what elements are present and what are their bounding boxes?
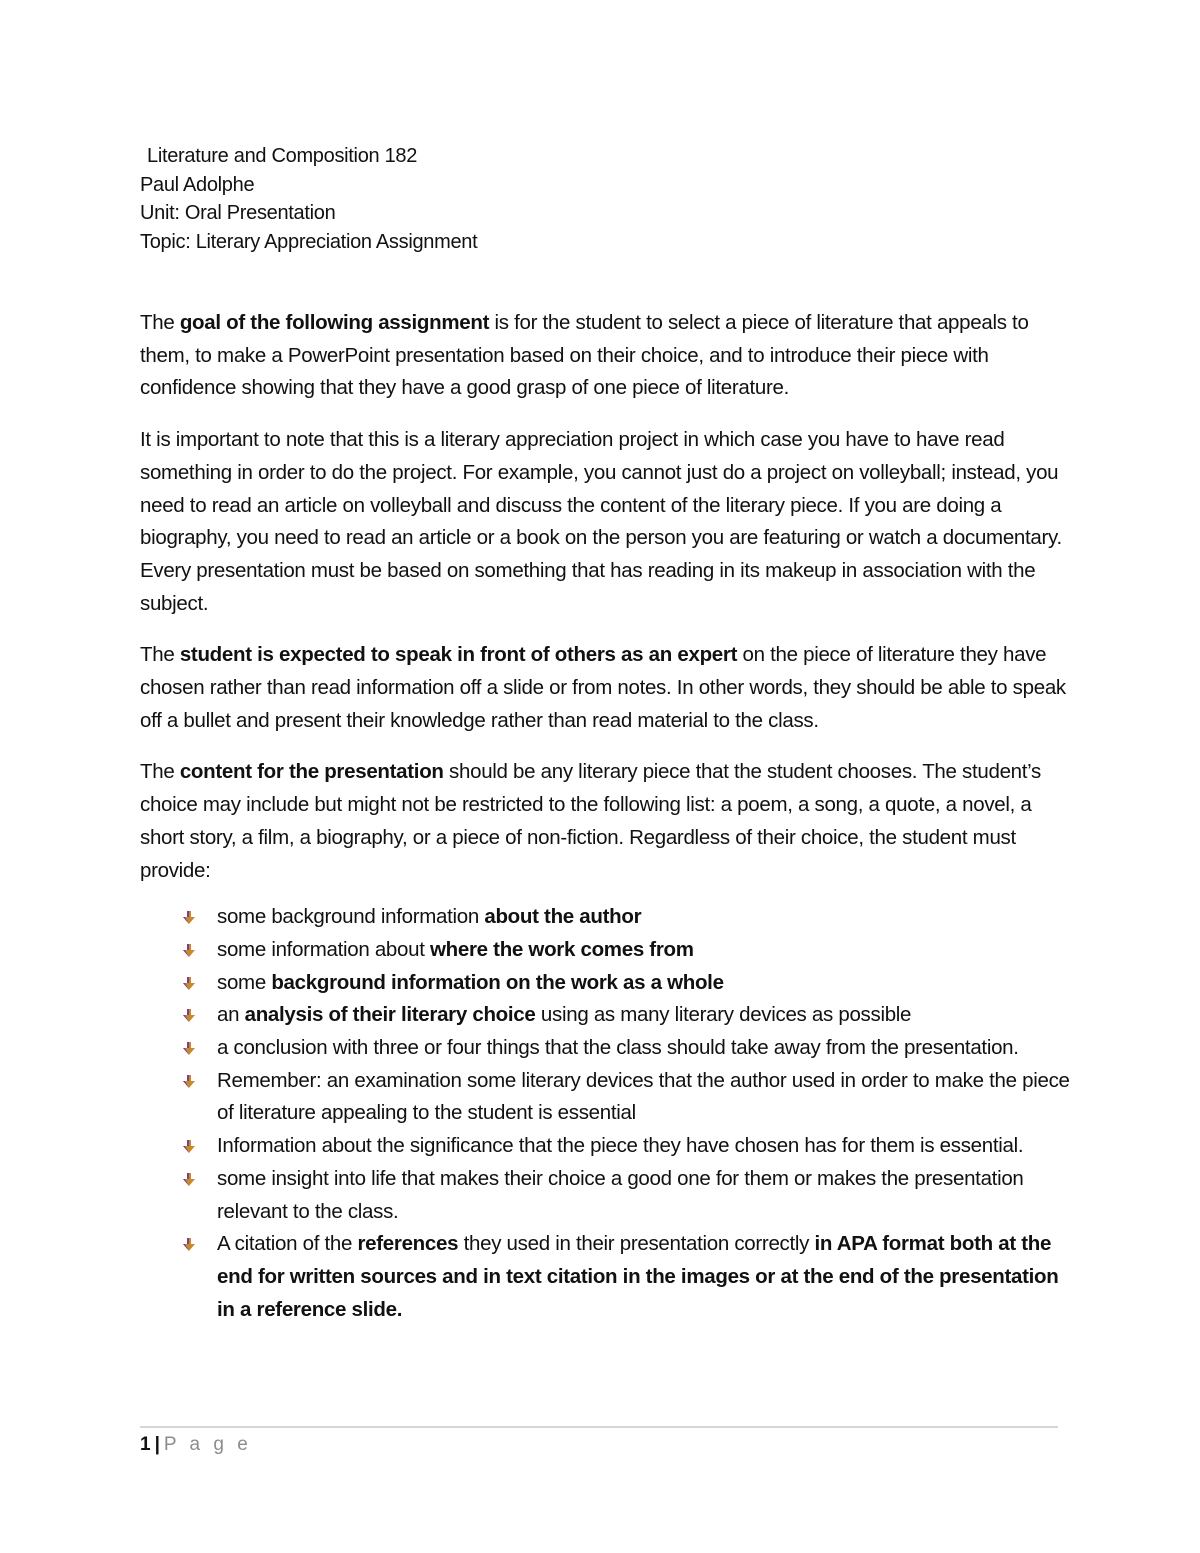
paragraph-importance xyxy=(140,424,1070,620)
text-run: they used in their presentation correctly xyxy=(458,1232,815,1256)
text-run: The xyxy=(140,311,180,334)
bold-run: references xyxy=(357,1232,459,1256)
list-item xyxy=(140,1163,1070,1228)
document-header xyxy=(140,142,477,256)
text-run: using as many literary devices as possible xyxy=(535,1003,912,1027)
text-run: a conclusion with three or four things that the class should take away from the presentation. xyxy=(217,1036,1019,1060)
list-item xyxy=(140,934,1070,967)
page-label: P a g e xyxy=(163,1434,252,1455)
footer-divider xyxy=(140,1426,1058,1428)
list-item xyxy=(140,999,1070,1032)
bold-run: in APA format both at the end for written sources and in text citation in the images or at the end of the presentation in a reference slide. xyxy=(217,1232,1059,1321)
list-item xyxy=(140,1228,1070,1326)
text-run: some background information xyxy=(217,905,485,929)
text-run: A citation of the xyxy=(217,1232,358,1256)
text-run: on the piece of literature they have chosen rather than read information off a slide or from notes. In other words, they should be able to speak off a bullet and present their knowledge rather than read material to the class. xyxy=(140,643,1066,732)
unit-line: Unit: Oral Presentation xyxy=(140,202,336,224)
text-run: The xyxy=(140,760,180,784)
arrow-down-bullet-icon xyxy=(182,1042,196,1056)
bold-run: where the work comes from xyxy=(430,937,694,961)
text-run: Information about the significance that the piece they have chosen has for them is essential. xyxy=(217,1134,1024,1158)
bold-run: content for the presentation xyxy=(179,760,444,784)
topic-line: Topic: Literary Appreciation Assignment xyxy=(140,230,478,253)
list-item xyxy=(140,901,1070,934)
arrow-down-bullet-icon xyxy=(182,1009,196,1023)
text-run: an xyxy=(217,1003,245,1027)
arrow-down-bullet-icon xyxy=(182,1140,196,1154)
bold-run: analysis of their literary choice xyxy=(244,1003,536,1027)
footer-separator: | xyxy=(154,1434,160,1455)
text-run: The xyxy=(140,643,180,667)
document-body xyxy=(140,307,1070,1326)
list-item xyxy=(140,1130,1070,1163)
page-footer xyxy=(140,1432,252,1458)
requirements-list xyxy=(140,901,1070,1326)
arrow-down-bullet-icon xyxy=(182,944,196,958)
bold-run: about the author xyxy=(484,905,642,929)
text-run: some xyxy=(217,970,272,994)
paragraph-expectation xyxy=(140,639,1070,737)
arrow-down-bullet-icon xyxy=(182,1173,196,1187)
list-item xyxy=(140,967,1070,1000)
arrow-down-bullet-icon xyxy=(182,1238,196,1252)
bold-run: student is expected to speak in front of others as an expert xyxy=(179,643,738,667)
text-run: should be any literary piece that the student chooses. The student’s choice may include but might not be restricted to the following list: a poem, a song, a quote, a novel, a short story, a film, a biography, or a piece of non-fiction. Regardless of their choice, the student must provide: xyxy=(140,760,1041,882)
page-number: 1 xyxy=(140,1434,151,1455)
list-item xyxy=(140,1065,1070,1130)
arrow-down-bullet-icon xyxy=(182,1075,196,1089)
instructor-name: Paul Adolphe xyxy=(140,173,255,196)
text-run: some information about xyxy=(217,937,431,961)
list-item xyxy=(140,1032,1070,1065)
course-title: Literature and Composition 182 xyxy=(147,145,418,167)
paragraph-content xyxy=(140,756,1070,887)
text-run: is for the student to select a piece of literature that appeals to them, to make a PowerPoint presentation based on their choice, and to introduce their piece with confidence showing that they have a good grasp of one piece of literature. xyxy=(140,311,1029,400)
bold-run: goal of the following assignment xyxy=(179,311,490,334)
text-run: Remember: an examination some literary devices that the author used in order to make the piece of literature appealing to the student is essential xyxy=(217,1068,1070,1125)
bold-run: background information on the work as a whole xyxy=(271,970,724,994)
arrow-down-bullet-icon xyxy=(182,911,196,925)
arrow-down-bullet-icon xyxy=(182,977,196,991)
text-run: some insight into life that makes their choice a good one for them or makes the presentation relevant to the class. xyxy=(217,1166,1024,1223)
text-run: It is important to note that this is a literary appreciation project in which case you have to have read something in order to do the project. For example, you cannot just do a project on volleyball; instead, you need to read an article on volleyball and discuss the content of the literary piece. If you are doing a biography, you need to read an article or a book on the person you are featuring or watch a documentary. Every presentation must be based on something that has reading in its makeup in association with the subject. xyxy=(140,428,1062,615)
paragraph-goal xyxy=(140,307,1070,405)
